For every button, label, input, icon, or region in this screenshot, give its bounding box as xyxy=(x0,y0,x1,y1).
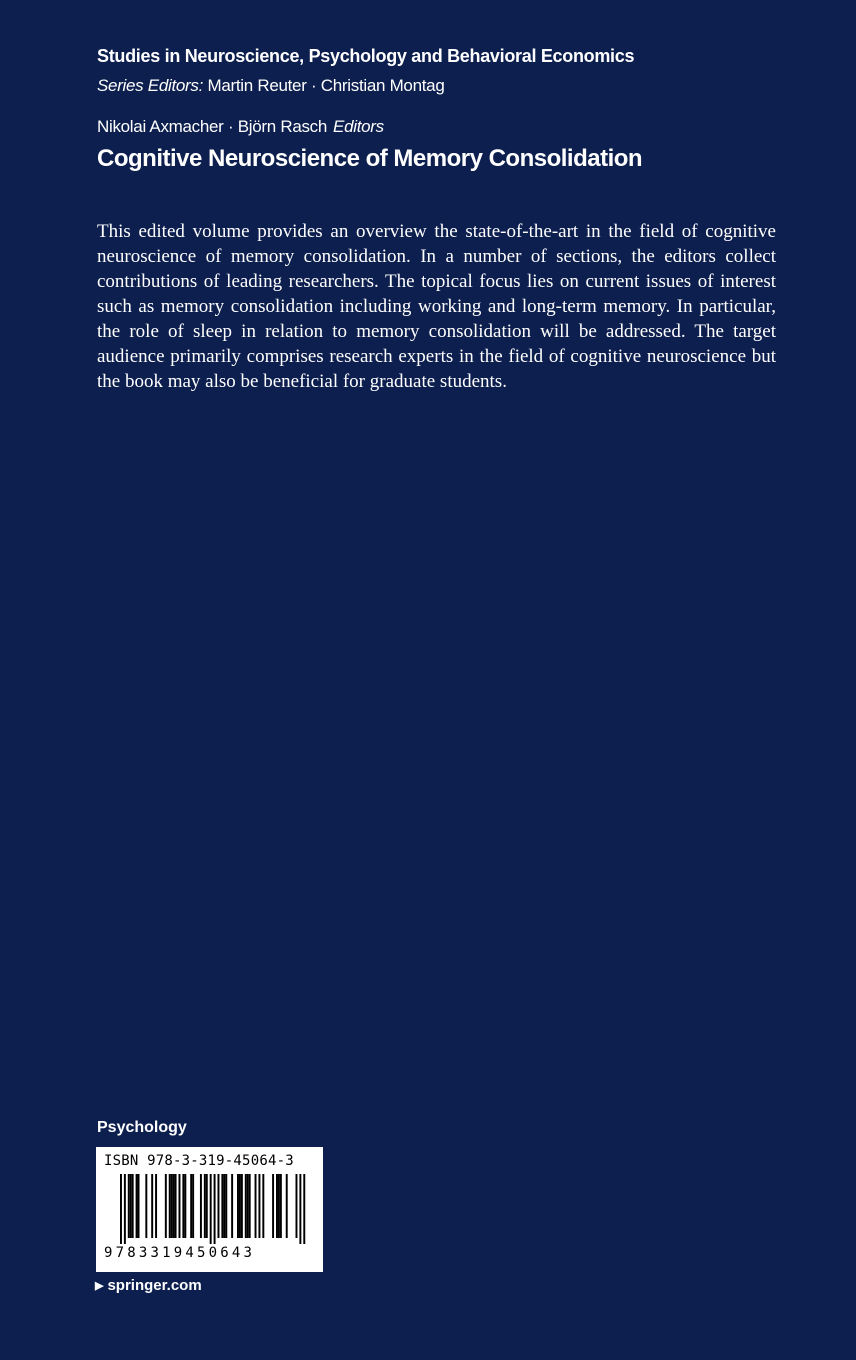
book-editors-names: Nikolai Axmacher · Björn Rasch xyxy=(97,117,328,136)
barcode-bar xyxy=(239,1174,241,1238)
barcode-bar xyxy=(120,1174,122,1244)
subject-category: Psychology xyxy=(97,1119,187,1136)
barcode-bar xyxy=(165,1174,167,1238)
barcode-bar xyxy=(276,1174,278,1238)
barcode-bar xyxy=(138,1174,140,1238)
barcode-bar xyxy=(214,1174,216,1244)
barcode-bar xyxy=(124,1174,126,1244)
barcode-bar xyxy=(206,1174,208,1238)
barcode-bar xyxy=(171,1174,173,1238)
barcode-bar xyxy=(151,1174,153,1238)
barcode-bar xyxy=(237,1174,239,1238)
barcode-bar xyxy=(286,1174,288,1238)
barcode-bar xyxy=(241,1174,243,1238)
barcode-bar xyxy=(130,1174,132,1238)
barcode-bar xyxy=(184,1174,186,1238)
barcode-bars xyxy=(96,1174,323,1244)
series-editors-names: Martin Reuter · Christian Montag xyxy=(207,76,445,95)
barcode-bar xyxy=(169,1174,171,1238)
barcode-bar xyxy=(136,1174,138,1238)
barcode-bar xyxy=(210,1174,212,1244)
website-url: springer.com xyxy=(107,1277,202,1294)
ean-digits: 9783319450643 xyxy=(104,1245,256,1261)
barcode-bar xyxy=(272,1174,274,1238)
isbn-label: ISBN 978-3-319-45064-3 xyxy=(104,1153,294,1169)
book-editors xyxy=(97,117,384,137)
arrow-right-icon: ▶ xyxy=(95,1280,104,1292)
barcode-bar xyxy=(190,1174,192,1238)
barcode-bar xyxy=(218,1174,220,1238)
barcode-bar xyxy=(223,1174,225,1238)
barcode-bar xyxy=(262,1174,264,1238)
barcode-bar xyxy=(245,1174,247,1238)
website-link[interactable] xyxy=(95,1277,202,1294)
barcode-bar xyxy=(299,1174,301,1244)
barcode-bar xyxy=(225,1174,227,1238)
barcode-bar xyxy=(303,1174,305,1244)
barcode-bar xyxy=(200,1174,202,1238)
barcode-bar xyxy=(249,1174,251,1238)
barcode-bar xyxy=(179,1174,181,1238)
barcode-bar xyxy=(192,1174,194,1238)
barcode-bar xyxy=(280,1174,282,1238)
series-editors xyxy=(97,76,444,96)
barcode-bar xyxy=(255,1174,257,1238)
series-editors-label: Series Editors: xyxy=(97,76,204,95)
barcode-bar xyxy=(258,1174,260,1238)
barcode-bar xyxy=(182,1174,184,1238)
isbn-barcode xyxy=(96,1147,323,1272)
series-title: Studies in Neuroscience, Psychology and Behavioral Economics xyxy=(97,46,635,66)
barcode-bar xyxy=(231,1174,233,1238)
barcode-bar xyxy=(278,1174,280,1238)
barcode-bar xyxy=(204,1174,206,1238)
barcode-bar xyxy=(132,1174,134,1238)
barcode-bar xyxy=(155,1174,157,1238)
barcode-bar xyxy=(145,1174,147,1238)
barcode-bar xyxy=(296,1174,298,1238)
barcode-bar xyxy=(128,1174,130,1238)
barcode-bar xyxy=(175,1174,177,1238)
book-editors-role: Editors xyxy=(333,117,384,136)
barcode-bar xyxy=(247,1174,249,1238)
book-title: Cognitive Neuroscience of Memory Consolidation xyxy=(97,145,643,172)
book-description: This edited volume provides an overview the state-of-the-art in the field of cognitive neuroscience of memory consolidation. In a number of sections, the editors collect contributions of leading researchers. The topical focus lies on current issues of interest such as memory consolidation including working and long-term memory. In particular, the role of sleep in relation to memory consolidation will be addressed. The target audience primarily comprises research experts in the field of cognitive neuroscience but the book may also be beneficial for graduate students. xyxy=(97,221,776,392)
barcode-bar xyxy=(221,1174,223,1238)
barcode-bar xyxy=(173,1174,175,1238)
